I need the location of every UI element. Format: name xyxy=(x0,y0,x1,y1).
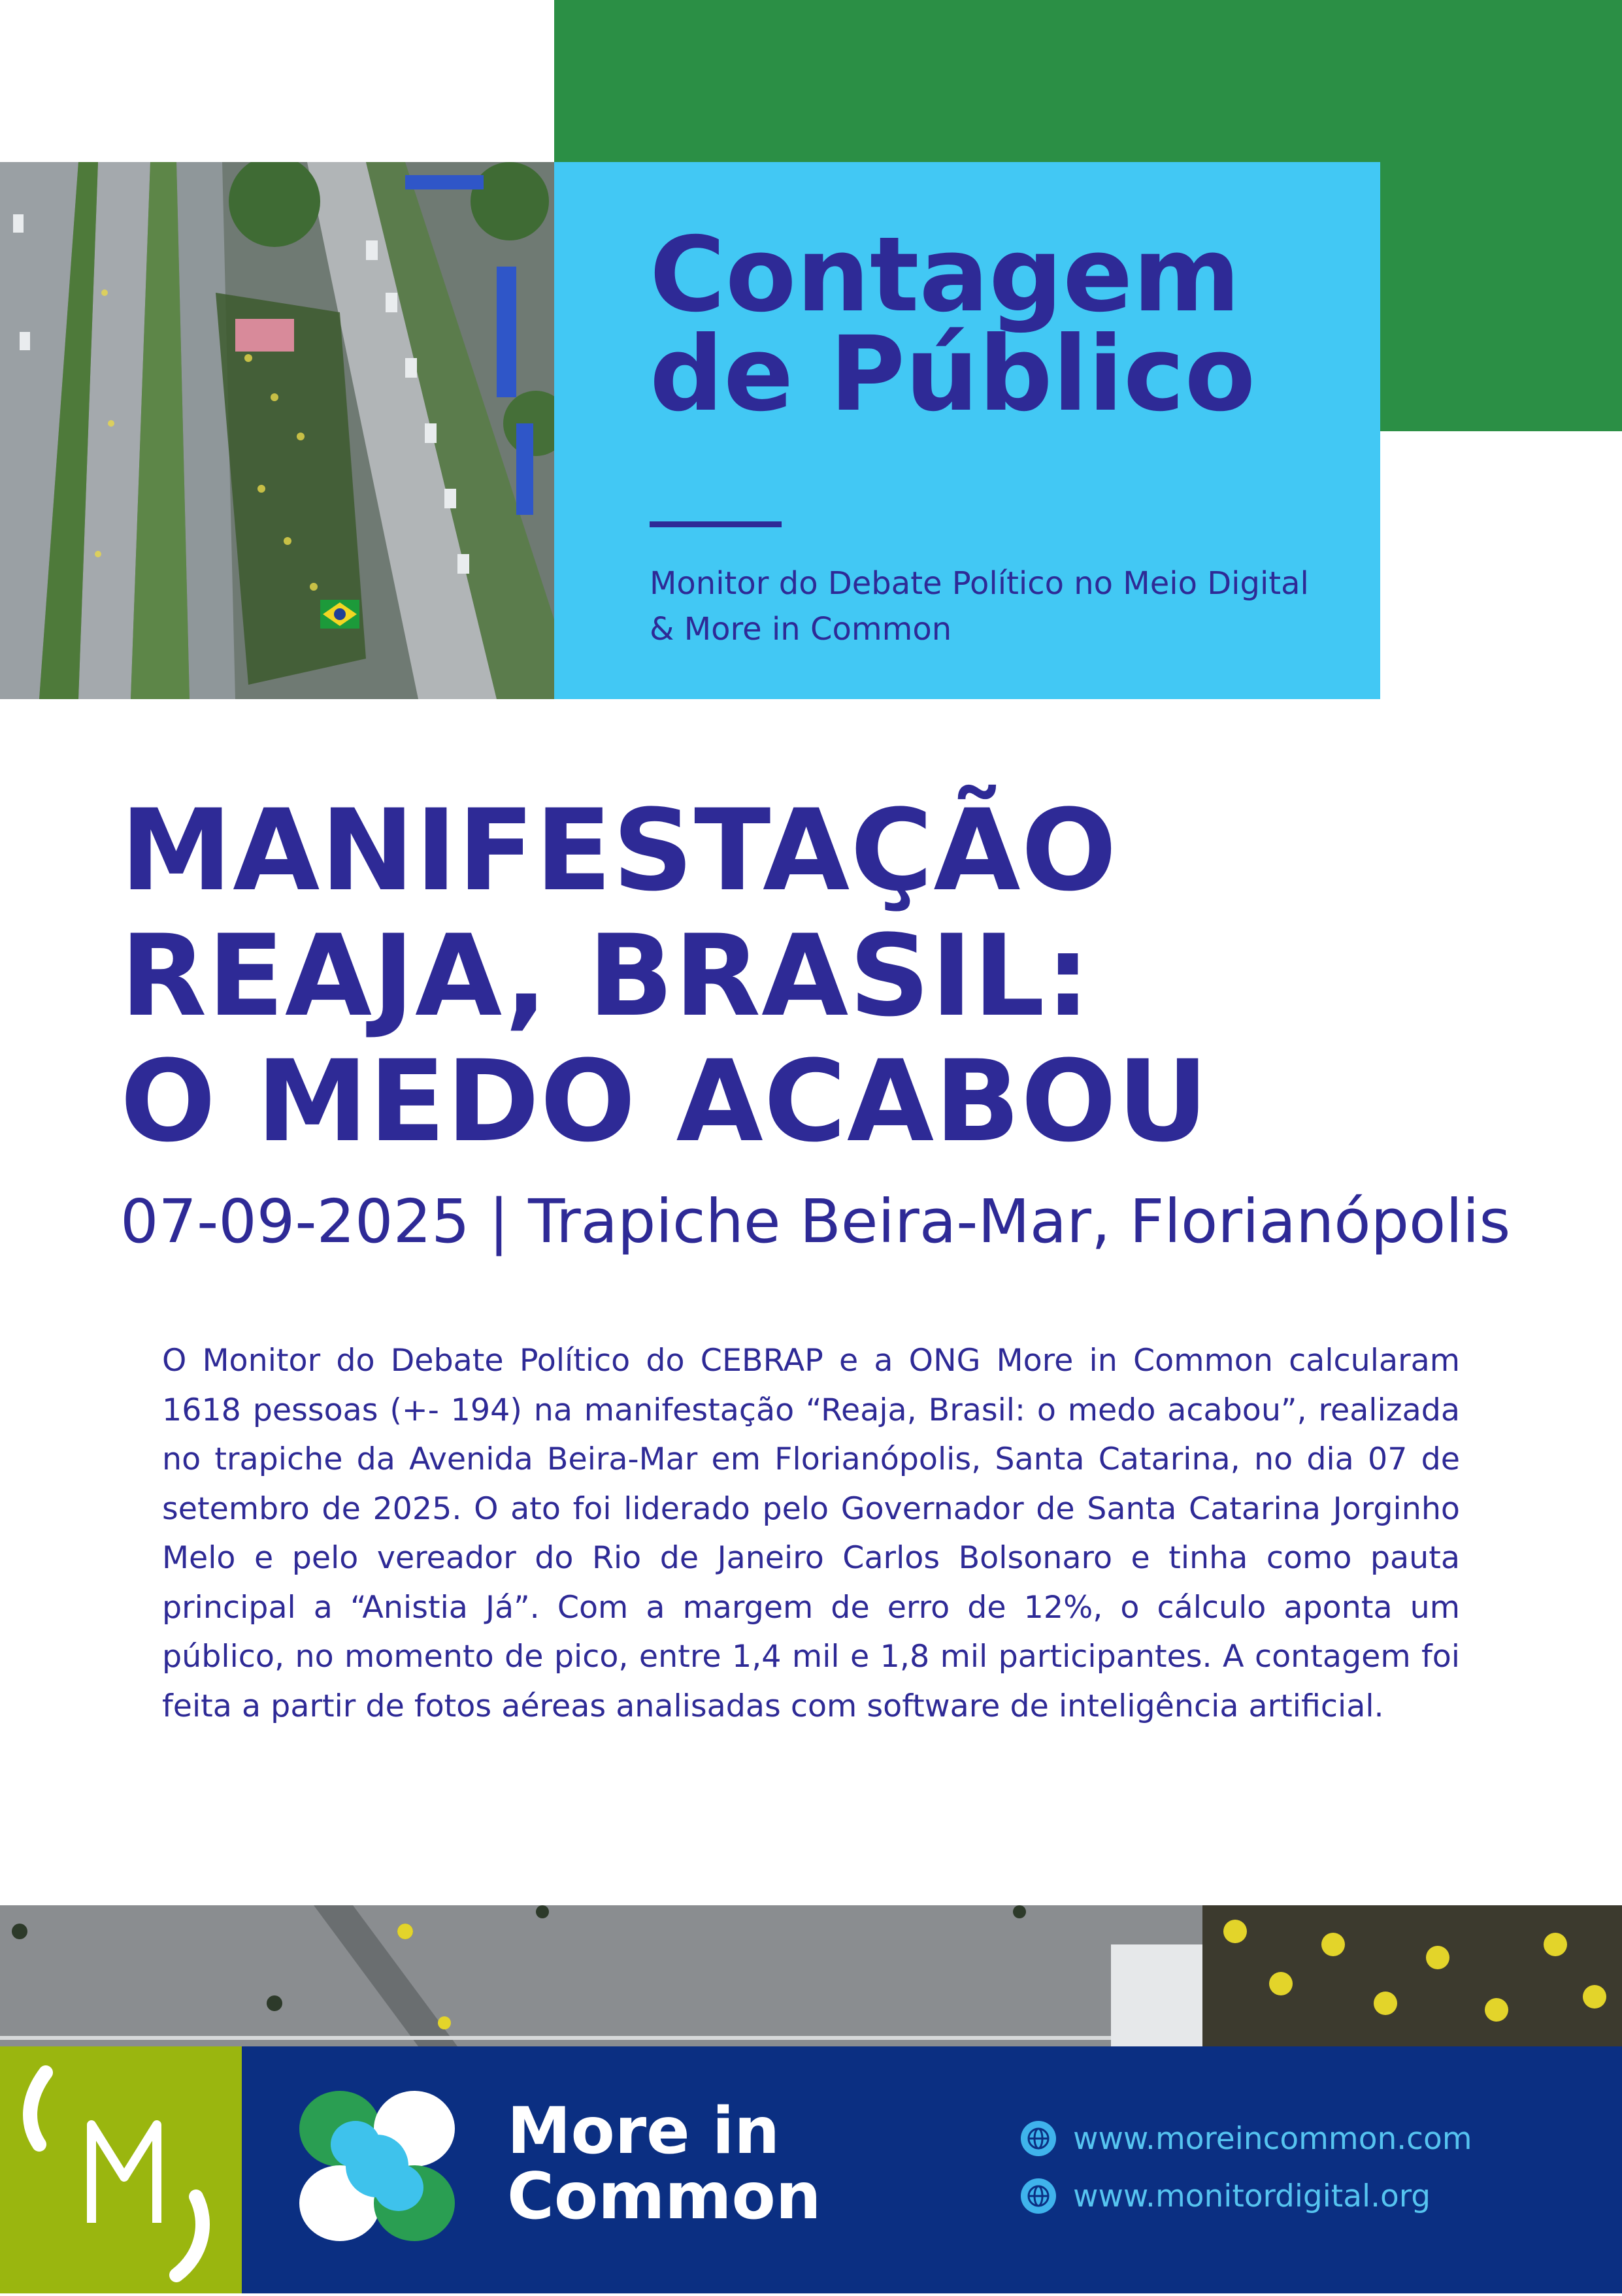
wordmark-line1: More in xyxy=(507,2094,780,2169)
wordmark-line2: Common xyxy=(507,2159,821,2234)
main-title-line1: MANIFESTAÇÃO xyxy=(120,785,1117,916)
main-title xyxy=(120,785,1210,1167)
footer-link-url[interactable]: www.monitordigital.org xyxy=(1073,2178,1431,2214)
monitor-digital-logo xyxy=(0,2046,242,2293)
footer-link-moreincommon[interactable] xyxy=(1019,2120,1472,2157)
aerial-protest-photo xyxy=(0,162,554,699)
body-paragraph: O Monitor do Debate Político do CEBRAP e a ONG More in Common calcularam 1618 pessoas (+- 194) na manifestação “Reaja, Brasil: o medo acabou”, realizada no trapiche da Avenida Beira-Mar em Florianópolis, Santa Catarina, no dia 07 de setembro de 2025. O ato foi liderado pelo Governador de Santa Catarina Jorginho Melo e pelo vereador do Rio de Janeiro Carlos Bolsonaro e tinha como pauta principal a “Anistia Já”. Com a margem de erro de 12%, o cálculo aponta um público, no momento de pico, entre 1,4 mil e 1,8 mil participantes. A contagem foi feita a partir de fotos aéreas analisadas com software de inteligência artificial. xyxy=(162,1343,1460,1724)
footer-link-monitordigital[interactable] xyxy=(1019,2177,1431,2215)
header-title-line1: Contagem xyxy=(650,215,1241,335)
header-subtitle-line2: & More in Common xyxy=(650,611,952,648)
header-subtitle xyxy=(650,561,1368,652)
globe-icon xyxy=(1019,2177,1057,2215)
header-title xyxy=(650,215,1256,435)
date-location: 07-09-2025 | Trapiche Beira-Mar, Florianópolis xyxy=(120,1187,1511,1256)
footer-link-url[interactable]: www.moreincommon.com xyxy=(1073,2120,1472,2157)
header-subtitle-line1: Monitor do Debate Político no Meio Digital xyxy=(650,565,1309,602)
main-title-line2: REAJA, BRASIL: xyxy=(120,910,1091,1041)
main-title-line3: O MEDO ACABOU xyxy=(120,1036,1210,1167)
header-divider xyxy=(650,521,782,527)
more-in-common-logo-icon xyxy=(295,2084,459,2248)
globe-icon xyxy=(1019,2120,1057,2157)
more-in-common-wordmark xyxy=(507,2094,821,2234)
header-white-corner xyxy=(1380,431,1622,706)
street-protest-photo xyxy=(0,1905,1622,2046)
header-title-line2: de Público xyxy=(650,314,1256,435)
